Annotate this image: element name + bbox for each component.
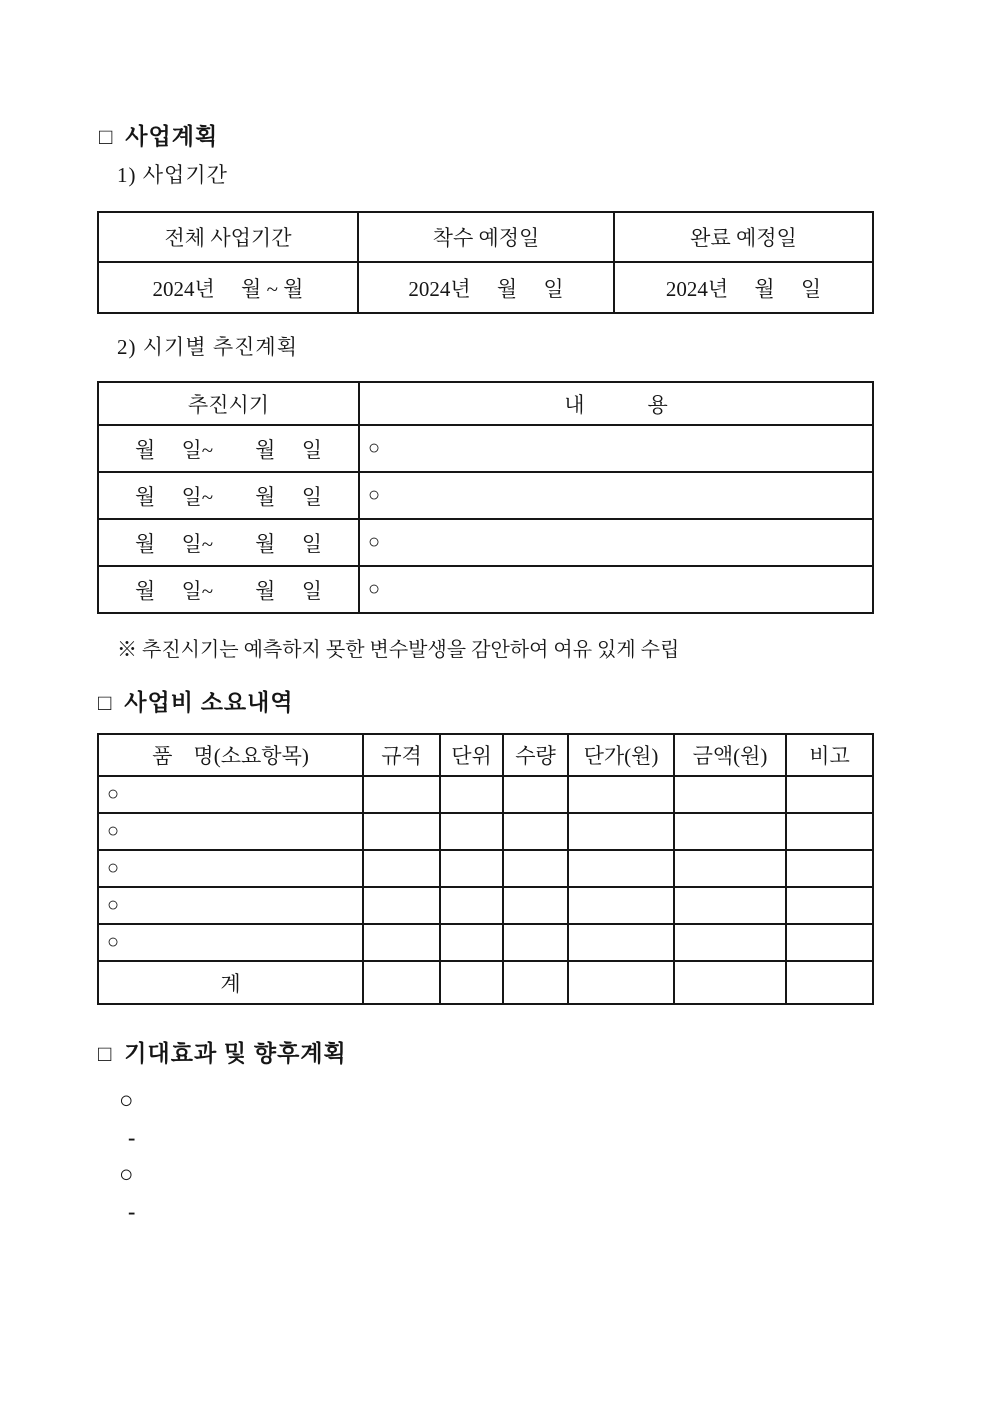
budget-header-note: 비고 <box>786 734 873 776</box>
expected-bullet-line <box>119 1163 134 1187</box>
budget-total-unit-cell <box>440 961 503 1004</box>
schedule-period-cell: 월 일~ 월 일 <box>98 519 359 566</box>
budget-spec-cell <box>363 924 440 961</box>
budget-qty-cell <box>503 924 568 961</box>
budget-row <box>98 887 873 924</box>
budget-unit-cell <box>440 924 503 961</box>
period-table <box>97 211 874 314</box>
period-end-cell: 2024년 월 일 <box>614 262 873 313</box>
budget-header-item: 품 명(소요항목) <box>98 734 363 776</box>
circle-bullet-icon: ○ <box>119 1162 134 1188</box>
schedule-period-cell: 월 일~ 월 일 <box>98 472 359 519</box>
budget-total-label-cell: 계 <box>98 961 363 1004</box>
budget-row <box>98 850 873 887</box>
dash-bullet-icon: - <box>128 1199 136 1224</box>
budget-price-cell <box>568 813 674 850</box>
square-bullet-icon: □ <box>98 1041 113 1066</box>
budget-total-note-cell <box>786 961 873 1004</box>
budget-price-cell <box>568 924 674 961</box>
budget-unit-cell <box>440 776 503 813</box>
budget-note-cell <box>786 813 873 850</box>
budget-note-cell <box>786 776 873 813</box>
budget-row <box>98 813 873 850</box>
budget-spec-cell <box>363 850 440 887</box>
budget-header-amount: 금액(원) <box>674 734 786 776</box>
schedule-row <box>98 566 873 613</box>
schedule-content-cell: ○ <box>359 519 873 566</box>
budget-spec-cell <box>363 887 440 924</box>
budget-note-cell <box>786 850 873 887</box>
schedule-row <box>98 519 873 566</box>
section-budget-title: 사업비 소요내역 <box>124 690 294 715</box>
budget-item-cell: ○ <box>98 813 363 850</box>
expected-bullet-line <box>128 1127 135 1150</box>
budget-row <box>98 776 873 813</box>
budget-qty-cell <box>503 776 568 813</box>
schedule-period-cell: 월 일~ 월 일 <box>98 566 359 613</box>
period-table-header-start: 착수 예정일 <box>358 212 614 262</box>
subsection-schedule-heading: 2) 시기별 추진계획 <box>117 335 298 359</box>
budget-price-cell <box>568 850 674 887</box>
period-table-data-row <box>98 262 873 313</box>
schedule-row <box>98 425 873 472</box>
budget-unit-cell <box>440 887 503 924</box>
expected-bullet-line <box>128 1201 135 1224</box>
period-total-cell: 2024년 월 ~ 월 <box>98 262 358 313</box>
budget-row <box>98 924 873 961</box>
section-business-plan-heading <box>99 124 218 150</box>
budget-total-amount-cell <box>674 961 786 1004</box>
budget-item-cell: ○ <box>98 776 363 813</box>
budget-item-cell: ○ <box>98 924 363 961</box>
schedule-table-header-row <box>98 382 873 425</box>
budget-price-cell <box>568 776 674 813</box>
section-budget-heading <box>98 690 294 716</box>
budget-amount-cell <box>674 776 786 813</box>
dash-bullet-icon: - <box>128 1125 136 1150</box>
budget-spec-cell <box>363 813 440 850</box>
budget-item-cell: ○ <box>98 850 363 887</box>
budget-total-qty-cell <box>503 961 568 1004</box>
schedule-content-cell: ○ <box>359 566 873 613</box>
period-table-header-total: 전체 사업기간 <box>98 212 358 262</box>
budget-header-qty: 수량 <box>503 734 568 776</box>
period-table-header-end: 완료 예정일 <box>614 212 873 262</box>
section-business-plan-title: 사업계획 <box>125 124 219 149</box>
schedule-content-cell: ○ <box>359 425 873 472</box>
square-bullet-icon: □ <box>99 124 114 149</box>
budget-table-header-row <box>98 734 873 776</box>
section-expected-title: 기대효과 및 향후계획 <box>124 1041 347 1066</box>
schedule-period-cell: 월 일~ 월 일 <box>98 425 359 472</box>
budget-header-price: 단가(원) <box>568 734 674 776</box>
budget-total-row <box>98 961 873 1004</box>
budget-amount-cell <box>674 850 786 887</box>
budget-unit-cell <box>440 813 503 850</box>
budget-amount-cell <box>674 813 786 850</box>
budget-table <box>97 733 874 1005</box>
budget-note-cell <box>786 887 873 924</box>
budget-header-spec: 규격 <box>363 734 440 776</box>
budget-qty-cell <box>503 813 568 850</box>
schedule-table <box>97 381 874 614</box>
budget-total-spec-cell <box>363 961 440 1004</box>
schedule-header-content: 내 용 <box>359 382 873 425</box>
budget-qty-cell <box>503 887 568 924</box>
budget-note-cell <box>786 924 873 961</box>
subsection-period-heading: 1) 사업기간 <box>117 163 228 187</box>
budget-price-cell <box>568 887 674 924</box>
schedule-content-cell: ○ <box>359 472 873 519</box>
budget-total-price-cell <box>568 961 674 1004</box>
circle-bullet-icon: ○ <box>119 1088 134 1114</box>
square-bullet-icon: □ <box>98 690 113 715</box>
schedule-header-time: 추진시기 <box>98 382 359 425</box>
budget-spec-cell <box>363 776 440 813</box>
budget-qty-cell <box>503 850 568 887</box>
section-expected-heading <box>98 1041 347 1067</box>
period-start-cell: 2024년 월 일 <box>358 262 614 313</box>
budget-item-cell: ○ <box>98 887 363 924</box>
schedule-row <box>98 472 873 519</box>
budget-amount-cell <box>674 887 786 924</box>
budget-amount-cell <box>674 924 786 961</box>
schedule-note: ※ 추진시기는 예측하지 못한 변수발생을 감안하여 여유 있게 수립 <box>117 639 680 661</box>
expected-bullet-line <box>119 1089 134 1113</box>
budget-unit-cell <box>440 850 503 887</box>
period-table-header-row <box>98 212 873 262</box>
budget-header-unit: 단위 <box>440 734 503 776</box>
